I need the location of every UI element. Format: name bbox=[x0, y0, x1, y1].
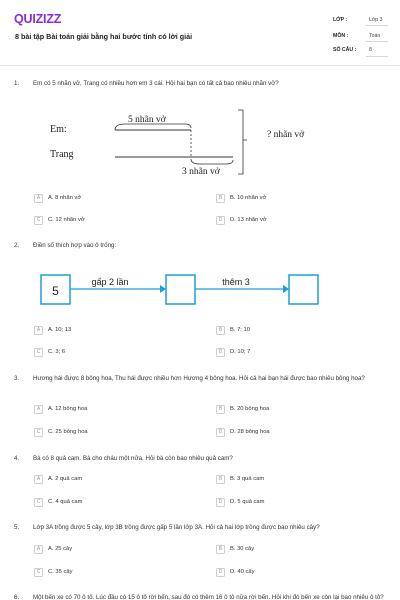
option-marker: A bbox=[34, 194, 43, 203]
option-marker: C bbox=[34, 568, 43, 577]
meta-value: Lớp 3 bbox=[369, 17, 383, 23]
option-text: A. 8 nhãn vở bbox=[48, 195, 82, 201]
label-top: 5 nhãn vở bbox=[128, 115, 166, 125]
question-text: Điền số thích hợp vào ô trống: bbox=[33, 242, 117, 249]
option-text: D. 10; 7 bbox=[230, 349, 251, 355]
option-text: A. 25 cây bbox=[48, 546, 73, 552]
option-text: D. 13 nhãn vở bbox=[230, 217, 267, 223]
label-question: ? nhãn vở bbox=[267, 130, 305, 140]
question-text: Em có 5 nhãn vở, Trang có nhiều hơn em 3 cái. Hỏi hai bạn có tất cả bao nhiêu nhãn vở? bbox=[33, 80, 279, 87]
option-text: A. 10; 13 bbox=[48, 327, 72, 333]
meta-key: MÔN : bbox=[333, 33, 349, 39]
option-text: C. 35 cây bbox=[48, 569, 73, 575]
right-brace bbox=[238, 110, 247, 174]
option-text: C. 3; 6 bbox=[48, 349, 66, 355]
option-text: A. 2 quả cam bbox=[48, 476, 83, 482]
option-marker: C bbox=[34, 348, 43, 357]
option-text: A. 12 bông hoa bbox=[48, 406, 88, 412]
bottom-brace bbox=[191, 159, 233, 164]
option-marker: A bbox=[34, 475, 43, 484]
step1-label: gấp 2 lần bbox=[91, 277, 129, 287]
option-marker: A bbox=[34, 405, 43, 414]
meta-divider bbox=[366, 25, 388, 26]
option-marker: B bbox=[216, 475, 225, 484]
question-number: 1. bbox=[14, 80, 20, 87]
option-marker: D bbox=[216, 348, 225, 357]
option-text: B. 10 nhãn vở bbox=[230, 195, 267, 201]
label-em: Em: bbox=[50, 124, 67, 135]
number-flow-diagram bbox=[38, 268, 328, 310]
start-value: 5 bbox=[52, 284, 59, 298]
option-text: C. 25 bông hoa bbox=[48, 429, 88, 435]
arrow-1-head bbox=[160, 285, 166, 293]
option-text: B. 3 quả cam bbox=[230, 476, 265, 482]
question-number: 2. bbox=[14, 242, 20, 249]
meta-value: Toán bbox=[369, 33, 381, 39]
question-text: Một bến xe có 70 ô tô. Lúc đầu có 15 ô tô rời bến, sau đó có thêm 16 ô tô nữa rời bến. Hỏi khi đó bến xe còn lại bao nhiêu ô tô? bbox=[33, 594, 384, 600]
option-marker: B bbox=[216, 405, 225, 414]
option-marker: D bbox=[216, 498, 225, 507]
option-text: C. 12 nhãn vở bbox=[48, 217, 85, 223]
blank-box-2[interactable] bbox=[289, 275, 318, 304]
option-marker: C bbox=[34, 498, 43, 507]
question-number: 3. bbox=[14, 375, 20, 382]
meta-divider bbox=[366, 41, 388, 42]
question-number: 6. bbox=[14, 594, 20, 600]
option-marker: C bbox=[34, 216, 43, 225]
option-marker: A bbox=[34, 326, 43, 335]
option-text: B. 20 bông hoa bbox=[230, 406, 270, 412]
arrow-2-head bbox=[283, 285, 289, 293]
meta-key: LỚP : bbox=[333, 17, 348, 23]
option-marker: B bbox=[216, 326, 225, 335]
option-marker: A bbox=[34, 545, 43, 554]
question-number: 4. bbox=[14, 455, 20, 462]
option-marker: D bbox=[216, 216, 225, 225]
option-marker: C bbox=[34, 428, 43, 437]
step2-label: thêm 3 bbox=[222, 277, 250, 287]
option-marker: B bbox=[216, 545, 225, 554]
segment-diagram bbox=[40, 104, 340, 184]
option-marker: B bbox=[216, 194, 225, 203]
quizizz-logo: QUIZIZZ bbox=[14, 12, 62, 26]
option-marker: D bbox=[216, 568, 225, 577]
question-text: Lớp 3A trồng được 5 cây, lớp 3B trồng được gấp 5 lần lớp 3A. Hỏi cả hai lớp trồng được bao nhiêu cây? bbox=[33, 524, 320, 531]
option-text: D. 40 cây bbox=[230, 569, 255, 575]
worksheet-header bbox=[0, 0, 400, 66]
meta-key: SỐ CÂU : bbox=[333, 47, 357, 53]
label-bottom: 3 nhãn vở bbox=[182, 167, 220, 177]
meta-divider bbox=[366, 56, 388, 57]
question-text: Bà có 8 quả cam. Bà cho cháu một nửa. Hỏi bà còn bao nhiêu quả cam? bbox=[33, 455, 233, 462]
option-text: C. 4 quả cam bbox=[48, 499, 83, 505]
label-trang: Trang bbox=[50, 149, 74, 160]
option-text: B. 7; 10 bbox=[230, 327, 250, 333]
option-text: D. 28 bông hoa bbox=[230, 429, 270, 435]
option-marker: D bbox=[216, 428, 225, 437]
question-text: Hương hái được 8 bông hoa, Thu hái được nhiều hơn Hương 4 bông hoa. Hỏi cả hai bạn hái được bao nhiêu bông hoa? bbox=[33, 375, 365, 382]
question-number: 5. bbox=[14, 524, 20, 531]
option-text: B. 30 cây bbox=[230, 546, 255, 552]
option-text: D. 5 quả cam bbox=[230, 499, 265, 505]
worksheet-title: 8 bài tập Bài toán giải bằng hai bước tính có lời giải bbox=[15, 32, 193, 41]
blank-box-1[interactable] bbox=[166, 275, 195, 304]
meta-value: 8 bbox=[369, 47, 372, 53]
